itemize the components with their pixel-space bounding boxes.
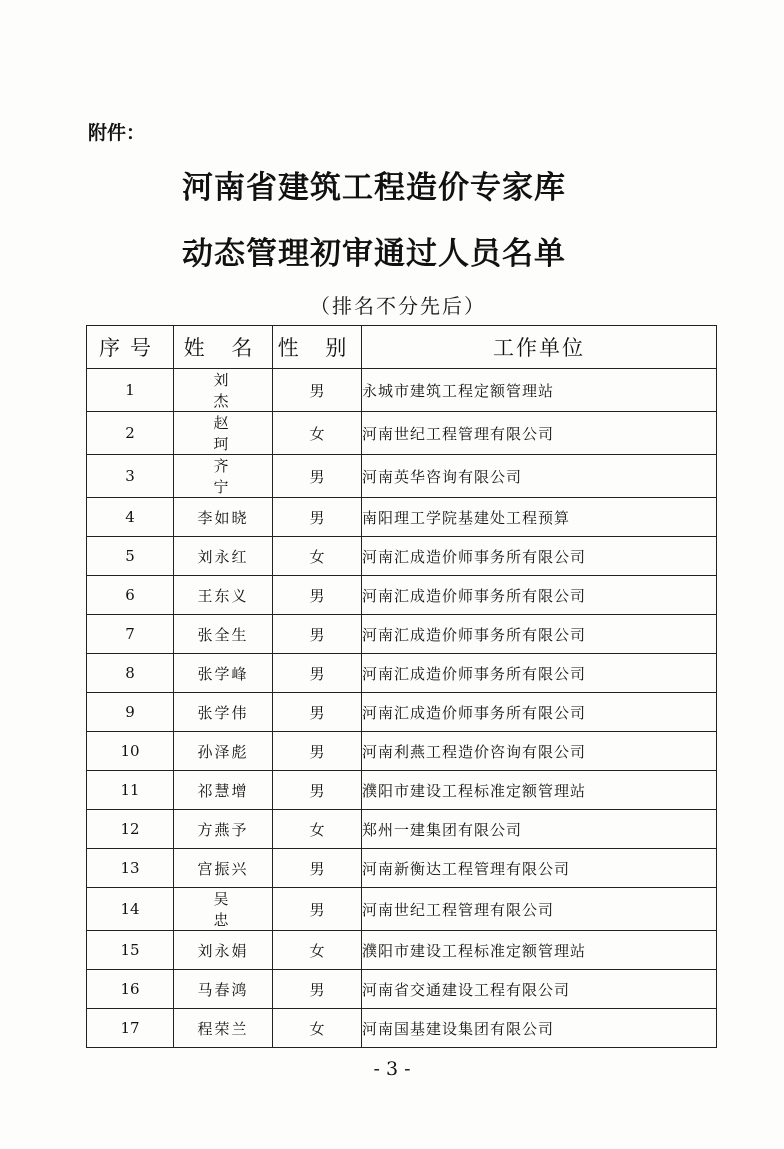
work-unit: 河南世纪工程管理有限公司 bbox=[362, 888, 717, 931]
header-sex: 性 别 bbox=[273, 326, 362, 369]
table-row bbox=[87, 455, 717, 498]
header-name: 姓 名 bbox=[174, 326, 273, 369]
table-header-row bbox=[87, 326, 717, 369]
person-name: 吴 忠 bbox=[174, 888, 273, 931]
document-title-line2: 动态管理初审通过人员名单 bbox=[182, 236, 566, 272]
table-row bbox=[87, 771, 717, 810]
row-number: 6 bbox=[87, 576, 174, 615]
person-sex: 女 bbox=[273, 537, 362, 576]
person-name: 程荣兰 bbox=[174, 1009, 273, 1048]
person-sex: 男 bbox=[273, 732, 362, 771]
table-row bbox=[87, 732, 717, 771]
roster-table bbox=[86, 325, 717, 1048]
person-sex: 男 bbox=[273, 576, 362, 615]
row-number: 16 bbox=[87, 970, 174, 1009]
row-number: 17 bbox=[87, 1009, 174, 1048]
work-unit: 河南汇成造价师事务所有限公司 bbox=[362, 537, 717, 576]
table-row bbox=[87, 615, 717, 654]
row-number: 9 bbox=[87, 693, 174, 732]
person-sex: 男 bbox=[273, 455, 362, 498]
table-row bbox=[87, 412, 717, 455]
person-sex: 女 bbox=[273, 810, 362, 849]
work-unit: 河南利燕工程造价咨询有限公司 bbox=[362, 732, 717, 771]
table-row bbox=[87, 498, 717, 537]
work-unit: 河南省交通建设工程有限公司 bbox=[362, 970, 717, 1009]
row-number: 11 bbox=[87, 771, 174, 810]
table-row bbox=[87, 1009, 717, 1048]
work-unit: 河南汇成造价师事务所有限公司 bbox=[362, 654, 717, 693]
header-no: 序号 bbox=[87, 326, 174, 369]
person-name: 方燕予 bbox=[174, 810, 273, 849]
work-unit: 河南英华咨询有限公司 bbox=[362, 455, 717, 498]
table-row bbox=[87, 849, 717, 888]
row-number: 13 bbox=[87, 849, 174, 888]
work-unit: 濮阳市建设工程标准定额管理站 bbox=[362, 771, 717, 810]
table-row bbox=[87, 888, 717, 931]
row-number: 2 bbox=[87, 412, 174, 455]
work-unit: 河南汇成造价师事务所有限公司 bbox=[362, 576, 717, 615]
work-unit: 郑州一建集团有限公司 bbox=[362, 810, 717, 849]
work-unit: 河南世纪工程管理有限公司 bbox=[362, 412, 717, 455]
row-number: 14 bbox=[87, 888, 174, 931]
row-number: 8 bbox=[87, 654, 174, 693]
table-row bbox=[87, 537, 717, 576]
person-sex: 男 bbox=[273, 970, 362, 1009]
row-number: 10 bbox=[87, 732, 174, 771]
roster-body bbox=[87, 369, 717, 1048]
person-name: 张学峰 bbox=[174, 654, 273, 693]
person-name: 刘永娟 bbox=[174, 931, 273, 970]
work-unit: 河南汇成造价师事务所有限公司 bbox=[362, 615, 717, 654]
person-name: 齐 宁 bbox=[174, 455, 273, 498]
person-name: 刘永红 bbox=[174, 537, 273, 576]
table-row bbox=[87, 810, 717, 849]
person-sex: 男 bbox=[273, 498, 362, 537]
table-row bbox=[87, 576, 717, 615]
work-unit: 南阳理工学院基建处工程预算 bbox=[362, 498, 717, 537]
person-name: 祁慧增 bbox=[174, 771, 273, 810]
person-name: 刘 杰 bbox=[174, 369, 273, 412]
person-sex: 女 bbox=[273, 931, 362, 970]
table-row bbox=[87, 369, 717, 412]
document-title-line1: 河南省建筑工程造价专家库 bbox=[182, 170, 566, 206]
row-number: 4 bbox=[87, 498, 174, 537]
person-name: 张学伟 bbox=[174, 693, 273, 732]
row-number: 12 bbox=[87, 810, 174, 849]
person-name: 孙泽彪 bbox=[174, 732, 273, 771]
person-name: 王东义 bbox=[174, 576, 273, 615]
table-row bbox=[87, 970, 717, 1009]
header-unit: 工作单位 bbox=[362, 326, 717, 369]
work-unit: 永城市建筑工程定额管理站 bbox=[362, 369, 717, 412]
person-sex: 男 bbox=[273, 771, 362, 810]
row-number: 7 bbox=[87, 615, 174, 654]
row-number: 1 bbox=[87, 369, 174, 412]
person-sex: 男 bbox=[273, 888, 362, 931]
person-name: 赵 珂 bbox=[174, 412, 273, 455]
table-row bbox=[87, 931, 717, 970]
document-subtitle: （排名不分先后） bbox=[310, 294, 486, 318]
person-name: 马春鸿 bbox=[174, 970, 273, 1009]
work-unit: 濮阳市建设工程标准定额管理站 bbox=[362, 931, 717, 970]
person-sex: 男 bbox=[273, 693, 362, 732]
table-row bbox=[87, 654, 717, 693]
person-name: 李如晓 bbox=[174, 498, 273, 537]
page-number: - 3 - bbox=[373, 1058, 411, 1080]
person-sex: 男 bbox=[273, 369, 362, 412]
person-name: 宫振兴 bbox=[174, 849, 273, 888]
person-sex: 男 bbox=[273, 654, 362, 693]
row-number: 3 bbox=[87, 455, 174, 498]
work-unit: 河南国基建设集团有限公司 bbox=[362, 1009, 717, 1048]
table-row bbox=[87, 693, 717, 732]
row-number: 15 bbox=[87, 931, 174, 970]
person-sex: 女 bbox=[273, 412, 362, 455]
person-sex: 男 bbox=[273, 615, 362, 654]
person-sex: 女 bbox=[273, 1009, 362, 1048]
row-number: 5 bbox=[87, 537, 174, 576]
work-unit: 河南新衡达工程管理有限公司 bbox=[362, 849, 717, 888]
person-sex: 男 bbox=[273, 849, 362, 888]
person-name: 张全生 bbox=[174, 615, 273, 654]
work-unit: 河南汇成造价师事务所有限公司 bbox=[362, 693, 717, 732]
attachment-label: 附件： bbox=[88, 122, 146, 144]
